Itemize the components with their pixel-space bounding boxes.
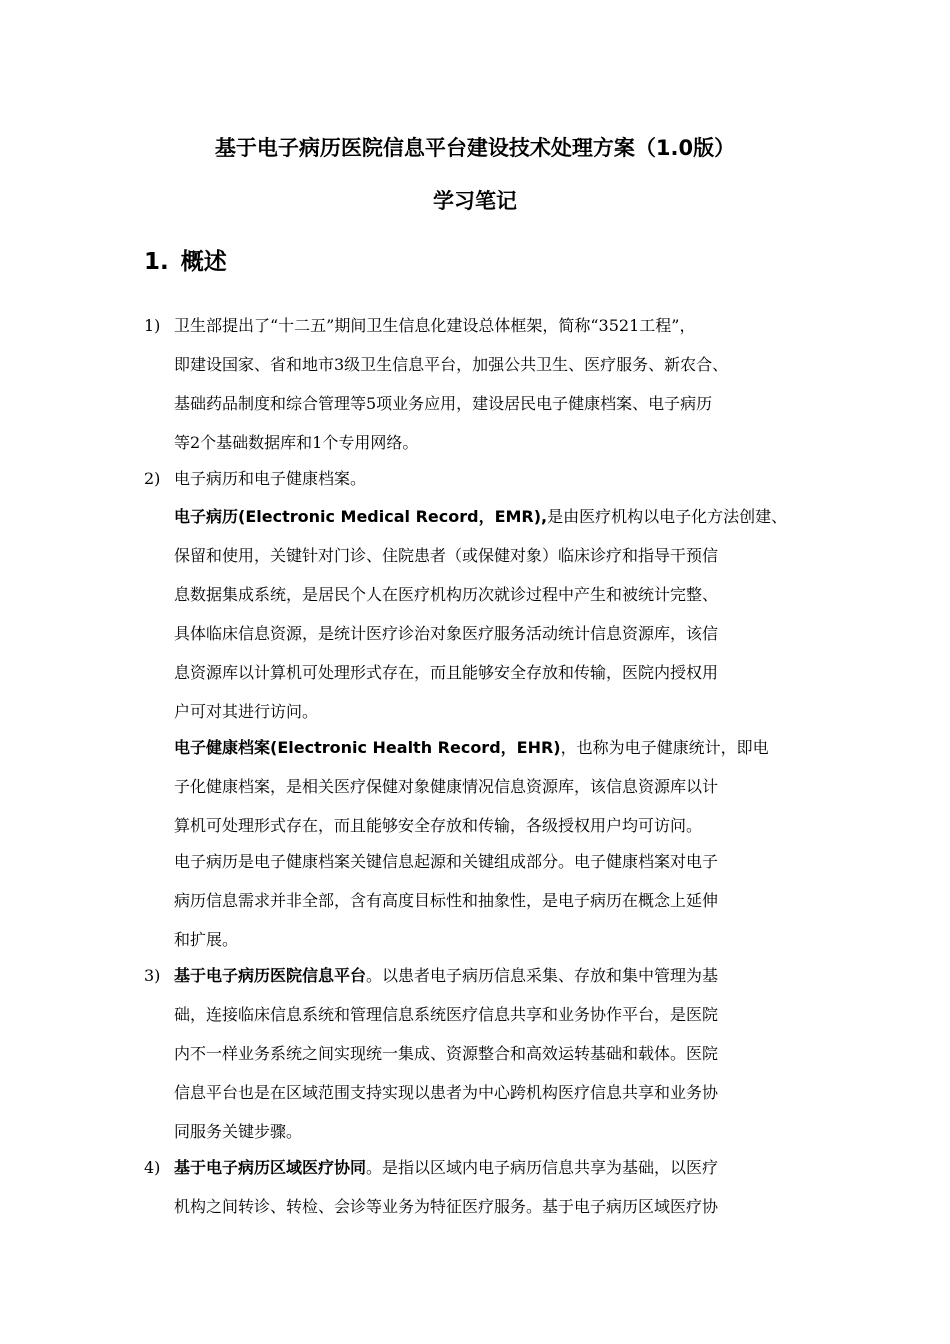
paragraph-line: 息数据集成系统，是居民个人在医疗机构历次就诊过程中产生和被统计完整、 xyxy=(174,585,719,604)
section-number: 1. xyxy=(144,249,169,275)
emr-definition-start: 是由医疗机构以电子化方法创建、 xyxy=(547,507,788,526)
paragraph-line: 信息平台也是在区域范围支持实现以患者为中心跨机构医疗信息共享和业务协 xyxy=(174,1083,719,1102)
paragraph-line: 电子病历和电子健康档案。 xyxy=(174,469,367,488)
paragraph-line: 同服务关键步骤。 xyxy=(174,1122,303,1141)
paragraph-line: 等2个基础数据库和1个专用网络。 xyxy=(174,433,419,452)
paragraph-line: 即建设国家、省和地市3级卫生信息平台，加强公共卫生、医疗服务、新农合、 xyxy=(174,355,729,374)
hospital-platform-line xyxy=(174,964,718,988)
list-marker: 1) xyxy=(144,316,161,335)
paragraph-line: 内不一样业务系统之间实现统一集成、资源整合和高效运转基础和载体。医院 xyxy=(174,1044,719,1063)
paragraph-line: 卫生部提出了“十二五”期间卫生信息化建设总体框架，简称“3521工程”， xyxy=(174,316,696,335)
paragraph-line: 机构之间转诊、转检、会诊等业务为特征医疗服务。基于电子病历区域医疗协 xyxy=(174,1197,719,1216)
list-marker: 3) xyxy=(144,966,161,985)
paragraph-line: 保留和使用，关键针对门诊、住院患者（或保健对象）临床诊疗和指导干预信 xyxy=(174,546,719,565)
section-title: 概述 xyxy=(180,249,227,275)
section-heading xyxy=(144,245,227,279)
paragraph-line: 息资源库以计算机可处理形式存在，而且能够安全存放和传输，医院内授权用 xyxy=(174,663,719,682)
paragraph-line: 基础药品制度和综合管理等5项业务应用，建设居民电子健康档案、电子病历 xyxy=(174,394,713,413)
regional-coordination-line xyxy=(174,1156,718,1180)
regional-coordination-term: 基于电子病历区域医疗协同 xyxy=(174,1158,367,1177)
paragraph-line: 病历信息需求并非全部，含有高度目标性和抽象性，是电子病历在概念上延伸 xyxy=(174,891,719,910)
ehr-term: 电子健康档案(Electronic Health Record，EHR) xyxy=(174,738,561,757)
paragraph-line: 户可对其进行访问。 xyxy=(174,702,319,721)
emr-definition-line xyxy=(174,505,787,529)
ehr-definition-start: ，也称为电子健康统计，即电 xyxy=(560,738,769,757)
paragraph-line: 和扩展。 xyxy=(174,930,239,949)
document-subtitle: 学习笔记 xyxy=(433,189,517,213)
document-title: 基于电子病历医院信息平台建设技术处理方案（1.0版） xyxy=(214,136,736,160)
paragraph-line: 具体临床信息资源，是统计医疗诊治对象医疗服务活动统计信息资源库，该信 xyxy=(174,624,719,643)
paragraph-line: 算机可处理形式存在，而且能够安全存放和传输，各级授权用户均可访问。 xyxy=(174,816,703,835)
emr-term: 电子病历(Electronic Medical Record，EMR), xyxy=(174,507,548,526)
ehr-definition-line xyxy=(174,736,769,760)
paragraph-line: 电子病历是电子健康档案关键信息起源和关键组成部分。电子健康档案对电子 xyxy=(174,852,719,871)
hospital-platform-start: 。以患者电子病历信息采集、存放和集中管理为基 xyxy=(366,966,719,985)
paragraph-line: 子化健康档案，是相关医疗保健对象健康情况信息资源库，该信息资源库以计 xyxy=(174,777,719,796)
hospital-platform-term: 基于电子病历医院信息平台 xyxy=(174,966,367,985)
regional-coordination-start: 。是指以区域内电子病历信息共享为基础，以医疗 xyxy=(366,1158,719,1177)
list-marker: 4) xyxy=(144,1158,161,1177)
list-marker: 2) xyxy=(144,469,161,488)
paragraph-line: 础，连接临床信息系统和管理信息系统医疗信息共享和业务协作平台，是医院 xyxy=(174,1005,719,1024)
